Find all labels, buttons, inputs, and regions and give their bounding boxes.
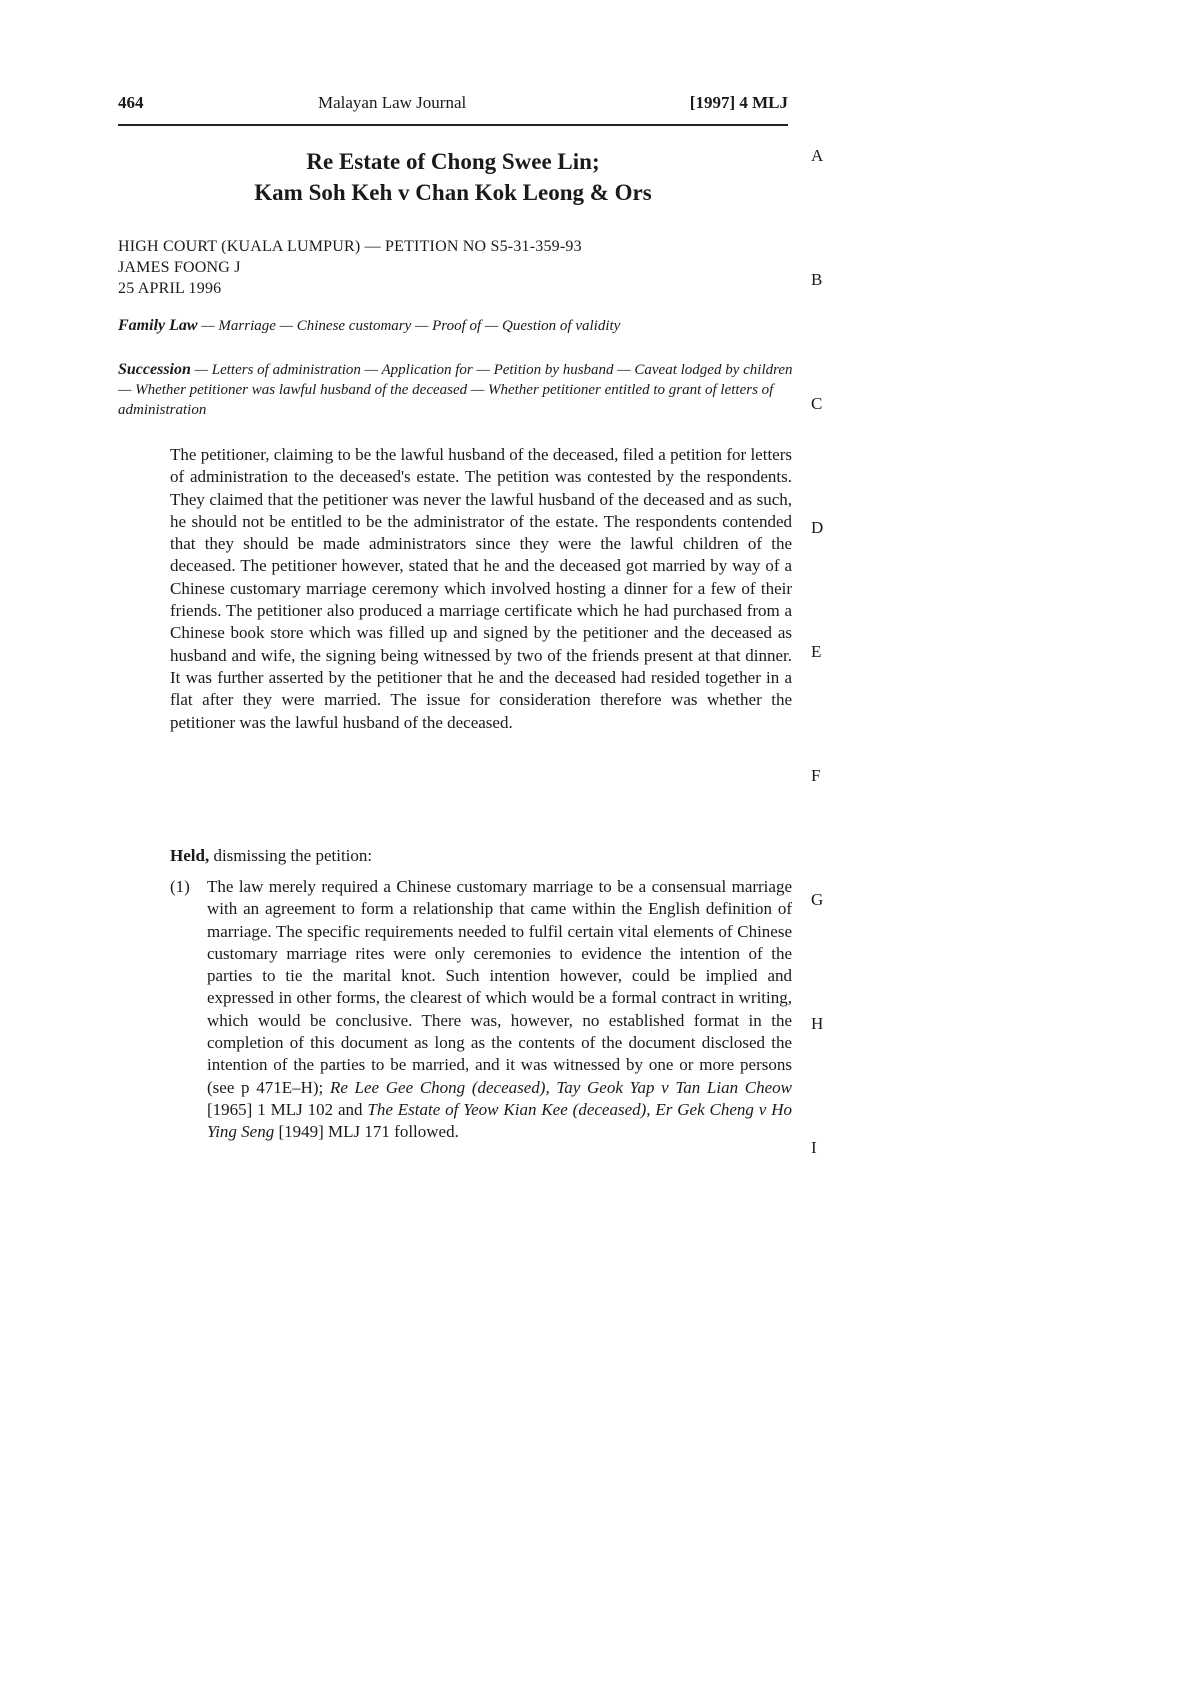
held-heading	[170, 846, 372, 866]
margin-letter: D	[811, 518, 824, 537]
catchword-text: — Marriage — Chinese customary — Proof of — Question of validity	[197, 318, 621, 334]
citation-1: [1965] 1 MLJ 102 and	[207, 1099, 368, 1119]
cited-case-1: Re Lee Gee Chong (deceased), Tay Geok Yap v Tan Lian Cheow	[329, 1077, 792, 1097]
catchword-category: Succession	[118, 361, 191, 378]
margin-letter: H	[811, 1014, 824, 1033]
cited-case-2: The Estate of Yeow Kian Kee (deceased), Er Gek Cheng v Ho Ying Seng	[207, 1099, 792, 1142]
margin-letter: I	[811, 1138, 817, 1157]
case-title-line-1: Re Estate of Chong Swee Lin;	[306, 149, 600, 174]
decision-date: 25 APRIL 1996	[118, 280, 222, 297]
page-number: 464	[118, 93, 144, 112]
citation-2: [1949] MLJ 171 followed.	[274, 1122, 459, 1142]
catchword-category: Family Law	[118, 317, 198, 334]
running-header	[118, 93, 788, 119]
case-details	[118, 236, 582, 299]
case-summary: The petitioner, claiming to be the lawful husband of the deceased, filed a petition for letters of administration to the deceased's estate. The petition was contested by the respondents. They claimed that the petitioner was never the lawful husband of the deceased and as such, he should not be entitled to be the administrator of the estate. The respondents contended that they should be made administrators since they were the lawful children of the deceased. The petitioner however, stated that he and the deceased got married by way of a Chinese customary marriage ceremony which involved hosting a dinner for a few of their friends. The petitioner also produced a marriage certificate which he had purchased from a Chinese book store which was filled up and signed by the petitioner and the deceased as husband and wife, the signing being witnessed by two of the friends present at that dinner. It was further asserted by the petitioner that he and the deceased had resided together in a flat after they were married. The issue for consideration therefore was whether the petitioner was the lawful husband of the deceased.	[170, 445, 792, 732]
held-text: dismissing the petition:	[209, 846, 373, 865]
catchword-text: — Letters of administration — Application for — Petition by husband — Caveat lodged by children — Whether petitioner was lawful husband of the deceased — Whether petitioner entitled to grant of letters of administration	[118, 362, 793, 418]
case-title-line-2: Kam Soh Keh v Chan Kok Leong & Ors	[254, 180, 652, 205]
case-title	[118, 146, 788, 208]
margin-letter: F	[811, 766, 821, 785]
held-label: Held,	[170, 846, 210, 865]
report-citation: [1997] 4 MLJ	[689, 93, 788, 112]
holding-body: The law merely required a Chinese customary marriage to be a consensual marriage with an agreement to form a relationship that came within the English definition of marriage. The specific requirements needed to fulfil certain vital elements of Chinese customary marriage rites were only ceremonies to evidence the intention of the parties to tie the marital knot. Such intention however, could be implied and expressed in other forms, the clearest of which would be a formal contract in writing, which would be conclusive. There was, however, no established format in the completion of this document as long as the contents of the document disclosed the intention of the parties to be married, and it was witnessed by one or more persons (see p 471E–H);	[207, 877, 792, 1097]
catchwords-succession	[118, 360, 798, 420]
judge-line: JAMES FOONG J	[118, 259, 241, 276]
holding-number: (1)	[170, 877, 190, 896]
holding-1	[170, 876, 792, 1144]
journal-name: Malayan Law Journal	[318, 93, 467, 112]
margin-letter: E	[811, 642, 822, 661]
margin-letter: G	[811, 890, 824, 909]
catchwords-family-law	[118, 316, 798, 336]
court-line: HIGH COURT (KUALA LUMPUR) — PETITION NO S5-31-359-93	[118, 238, 582, 255]
margin-letter: A	[811, 146, 824, 165]
holding-text	[207, 876, 792, 1144]
header-rule	[118, 124, 788, 126]
margin-letter: B	[811, 270, 823, 289]
margin-letter: C	[811, 394, 823, 413]
